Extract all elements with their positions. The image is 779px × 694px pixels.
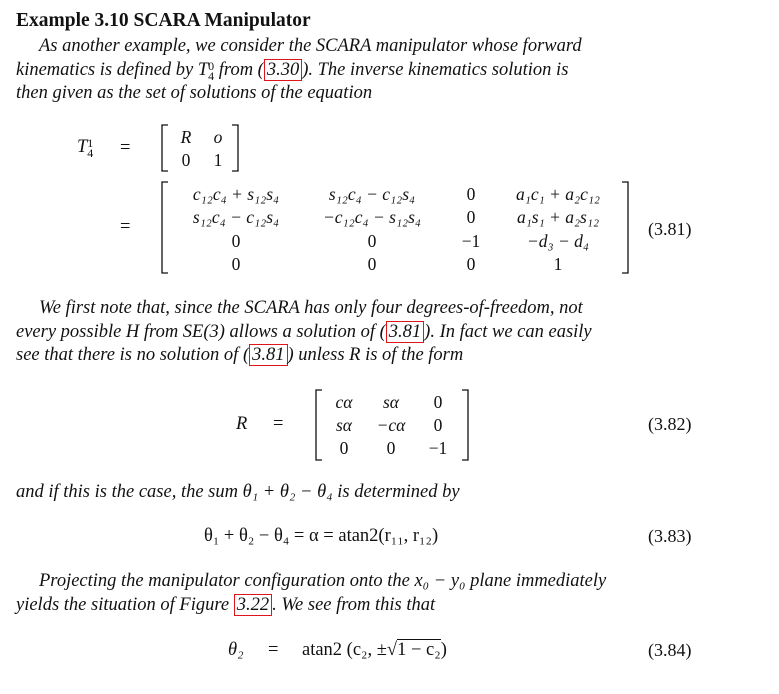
m-r0-c0: c₁₂c₄ + s₁₂s₄ bbox=[192, 184, 280, 204]
example-title: Example 3.10 SCARA Manipulator bbox=[16, 10, 311, 31]
eq382-equals: = bbox=[273, 414, 284, 434]
r-r1-c1: −cα bbox=[376, 415, 406, 435]
equation-number-3-84: (3.84) bbox=[648, 640, 692, 660]
r-r0-c0: cα bbox=[335, 392, 353, 412]
m-r3-c3: 1 bbox=[553, 254, 563, 274]
paragraph-1-line-1: As another example, we consider the SCARA manipulator whose forward bbox=[39, 36, 582, 56]
eq384-rhs: atan2 (c₂, ±√1 − c₂) bbox=[302, 640, 447, 660]
paragraph-2-line-2: every possible H from SE(3) allows a solution of ( 3.81 ). In fact we can easily bbox=[16, 322, 592, 342]
paragraph-3-line-1: and if this is the case, the sum θ₁ + θ₂ − θ₄ is determined by bbox=[16, 482, 460, 502]
paragraph-1-line-3: then given as the set of solutions of the equation bbox=[16, 83, 373, 103]
m-r0-c1: s₁₂c₄ − c₁₂s₄ bbox=[328, 184, 416, 204]
block-one: 1 bbox=[213, 150, 223, 170]
m-r3-c0: 0 bbox=[231, 254, 241, 274]
equation-number-3-81: (3.81) bbox=[648, 219, 692, 239]
block-zero: 0 bbox=[181, 150, 191, 170]
r-r0-c1: sα bbox=[383, 392, 399, 412]
figure-link-3-22[interactable]: 3.22 bbox=[234, 594, 272, 616]
block-o: o bbox=[213, 127, 223, 147]
eq382-lhs: R bbox=[236, 414, 248, 434]
equation-number-3-82: (3.82) bbox=[648, 414, 692, 434]
paragraph-4-line-2: yields the situation of Figure 3.22 . We see from this that bbox=[16, 595, 436, 615]
r-r0-c2: 0 bbox=[433, 392, 443, 412]
eq381-lhs: T 1 4 bbox=[77, 135, 94, 160]
eq384-lhs: θ₂ bbox=[228, 640, 244, 660]
r-r2-c1: 0 bbox=[386, 438, 396, 458]
eq383-body: θ₁ + θ₂ − θ₄ = α = atan2(r₁₁, r₁₂) bbox=[204, 526, 439, 546]
p1-text-b: ). The inverse kinematics solution is bbox=[302, 60, 569, 80]
m-r2-c0: 0 bbox=[231, 231, 241, 251]
paragraph-2-line-3: see that there is no solution of ( 3.81 ) unless R is of the form bbox=[16, 345, 464, 365]
equation-link-3-81-second[interactable]: 3.81 bbox=[249, 344, 287, 366]
m-r1-c3: a₁s₁ + a₂s₁₂ bbox=[516, 207, 600, 227]
r-r2-c0: 0 bbox=[339, 438, 349, 458]
equation-number-3-83: (3.83) bbox=[648, 526, 692, 546]
m-r1-c2: 0 bbox=[466, 207, 476, 227]
paragraph-2-line-1: We first note that, since the SCARA has only four degrees-of-freedom, not bbox=[39, 298, 583, 318]
equation-link-3-30[interactable]: 3.30 bbox=[264, 59, 302, 81]
m-r0-c3: a₁c₁ + a₂c₁₂ bbox=[515, 184, 600, 204]
m-r1-c0: s₁₂c₄ − c₁₂s₄ bbox=[192, 207, 280, 227]
m-r2-c3: −d₃ − d₄ bbox=[526, 231, 590, 251]
p1-from: from ( bbox=[214, 60, 264, 80]
m-r2-c1: 0 bbox=[367, 231, 377, 251]
r-r2-c2: −1 bbox=[428, 438, 448, 458]
sqrt-symbol: √ bbox=[386, 640, 398, 660]
eq381-equals-1: = bbox=[120, 138, 131, 158]
m-r3-c1: 0 bbox=[367, 254, 377, 274]
r-r1-c0: sα bbox=[336, 415, 352, 435]
eq384-equals: = bbox=[268, 640, 279, 660]
eq381-equals-2: = bbox=[120, 217, 131, 237]
p1-text-a: kinematics is defined by bbox=[16, 60, 198, 80]
m-r2-c2: −1 bbox=[461, 231, 481, 251]
equation-link-3-81[interactable]: 3.81 bbox=[386, 321, 424, 343]
block-r: R bbox=[180, 127, 192, 147]
paragraph-4-line-1: Projecting the manipulator configuration onto the x₀ − y₀ plane immediately bbox=[39, 571, 607, 591]
t40-symbol: T 0 4 bbox=[197, 58, 215, 83]
r-r1-c2: 0 bbox=[433, 415, 443, 435]
m-r0-c2: 0 bbox=[466, 184, 476, 204]
m-r3-c2: 0 bbox=[466, 254, 476, 274]
m-r1-c1: −c₁₂c₄ − s₁₂s₄ bbox=[322, 207, 422, 227]
